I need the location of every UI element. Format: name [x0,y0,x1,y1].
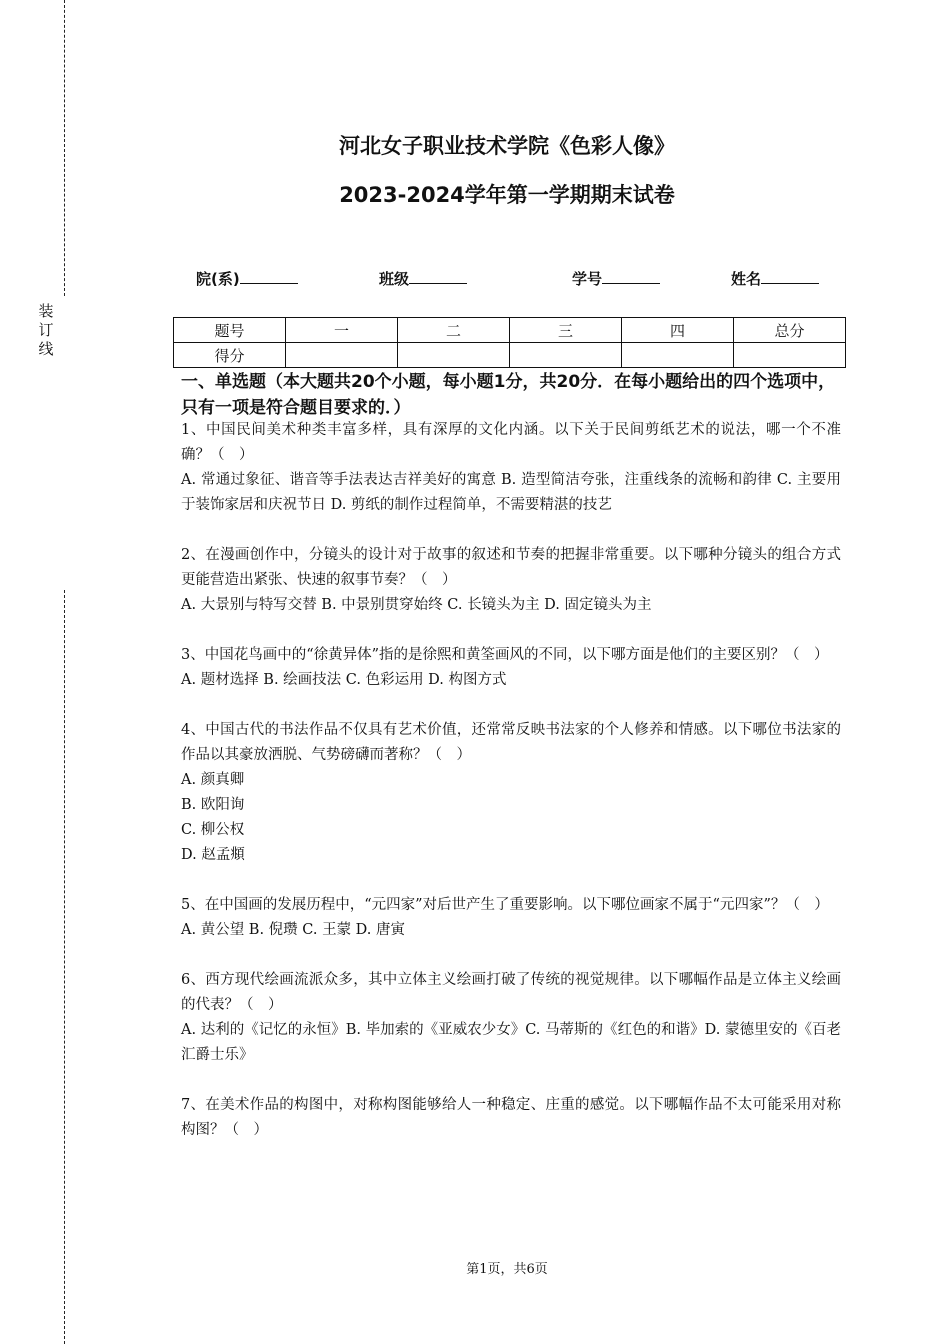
section-heading: 一、单选题（本大题共20个小题，每小题1分，共20分．在每小题给出的四个选项中，只有一项是符合题目要求的．） [181,372,836,418]
question-option: A. 颜真卿 [181,772,245,788]
department-blank[interactable] [240,269,298,284]
score-cell[interactable] [734,343,846,368]
question-stem: 6、西方现代绘画流派众多，其中立体主义绘画打破了传统的视觉规律。以下哪幅作品是立体主义绘画的代表？（ ） [181,972,841,1013]
student-id-blank[interactable] [602,269,660,284]
binding-char: 线 [38,340,54,358]
score-cell[interactable] [286,343,398,368]
question-stem: 4、中国古代的书法作品不仅具有艺术价值，还常常反映书法家的个人修养和情感。以下哪位书法家的作品以其豪放洒脱、气势磅礴而著称？（ ） [181,722,841,763]
score-table-score-row [174,343,846,368]
binding-char: 装 [38,302,54,320]
question-options: A. 大景别与特写交替 B. 中景别贯穿始终 C. 长镜头为主 D. 固定镜头为主 [181,597,652,613]
score-header-cell: 一 [286,318,398,343]
question-stem: 3、中国花鸟画中的“徐黄异体”指的是徐熙和黄筌画风的不同，以下哪方面是他们的主要区别？（ ） [181,647,829,663]
score-cell[interactable] [622,343,734,368]
question-options: A. 达利的《记忆的永恒》B. 毕加索的《亚威农少女》C. 马蒂斯的《红色的和谐》D. 蒙德里安的《百老汇爵士乐》 [181,1022,841,1063]
binding-char: 订 [38,321,54,339]
score-header-cell: 总分 [734,318,846,343]
exam-subtitle: 2023-2024学年第一学期期末试卷 [339,183,675,207]
info-name: 姓名 [731,268,819,289]
score-row-label: 得分 [174,343,286,368]
score-header-cell: 二 [398,318,510,343]
question-stem: 7、在美术作品的构图中，对称构图能够给人一种稳定、庄重的感觉。以下哪幅作品不太可能采用对称构图？（ ） [181,1097,841,1138]
class-blank[interactable] [409,269,467,284]
score-header-cell: 四 [622,318,734,343]
question-stem: 5、在中国画的发展历程中，“元四家”对后世产生了重要影响。以下哪位画家不属于“元四家”？（ ） [181,897,829,913]
question-options: A. 常通过象征、谐音等手法表达吉祥美好的寓意 B. 造型简洁夸张，注重线条的流畅和韵律 C. 主要用于装饰家居和庆祝节日 D. 剪纸的制作过程简单，不需要精湛的技艺 [181,472,841,513]
binding-label [36,302,56,359]
info-department: 院(系) [196,268,298,289]
score-header-cell: 三 [510,318,622,343]
score-cell[interactable] [510,343,622,368]
question-option: B. 欧阳询 [181,797,245,813]
question-list [181,418,841,1143]
page-number: 第1页，共6页 [466,1262,548,1277]
score-header-cell: 题号 [174,318,286,343]
exam-title: 河北女子职业技术学院《色彩人像》 [339,134,675,158]
info-student-id: 学号 [572,268,660,289]
question-options: A. 黄公望 B. 倪瓒 C. 王蒙 D. 唐寅 [181,922,406,938]
question-stem: 2、在漫画创作中，分镜头的设计对于故事的叙述和节奏的把握非常重要。以下哪种分镜头的组合方式更能营造出紧张、快速的叙事节奏？（ ） [181,547,841,588]
score-table-header-row [174,318,846,343]
question-option: C. 柳公权 [181,822,245,838]
question-options: A. 题材选择 B. 绘画技法 C. 色彩运用 D. 构图方式 [181,672,507,688]
info-class: 班级 [379,268,467,289]
binding-dashed-line-bottom [64,590,65,1344]
question-stem: 1、中国民间美术种类丰富多样，具有深厚的文化内涵。以下关于民间剪纸艺术的说法，哪一个不准确？（ ） [181,422,841,463]
score-table [173,317,846,368]
name-blank[interactable] [761,269,819,284]
score-cell[interactable] [398,343,510,368]
question-option: D. 赵孟頫 [181,847,245,863]
